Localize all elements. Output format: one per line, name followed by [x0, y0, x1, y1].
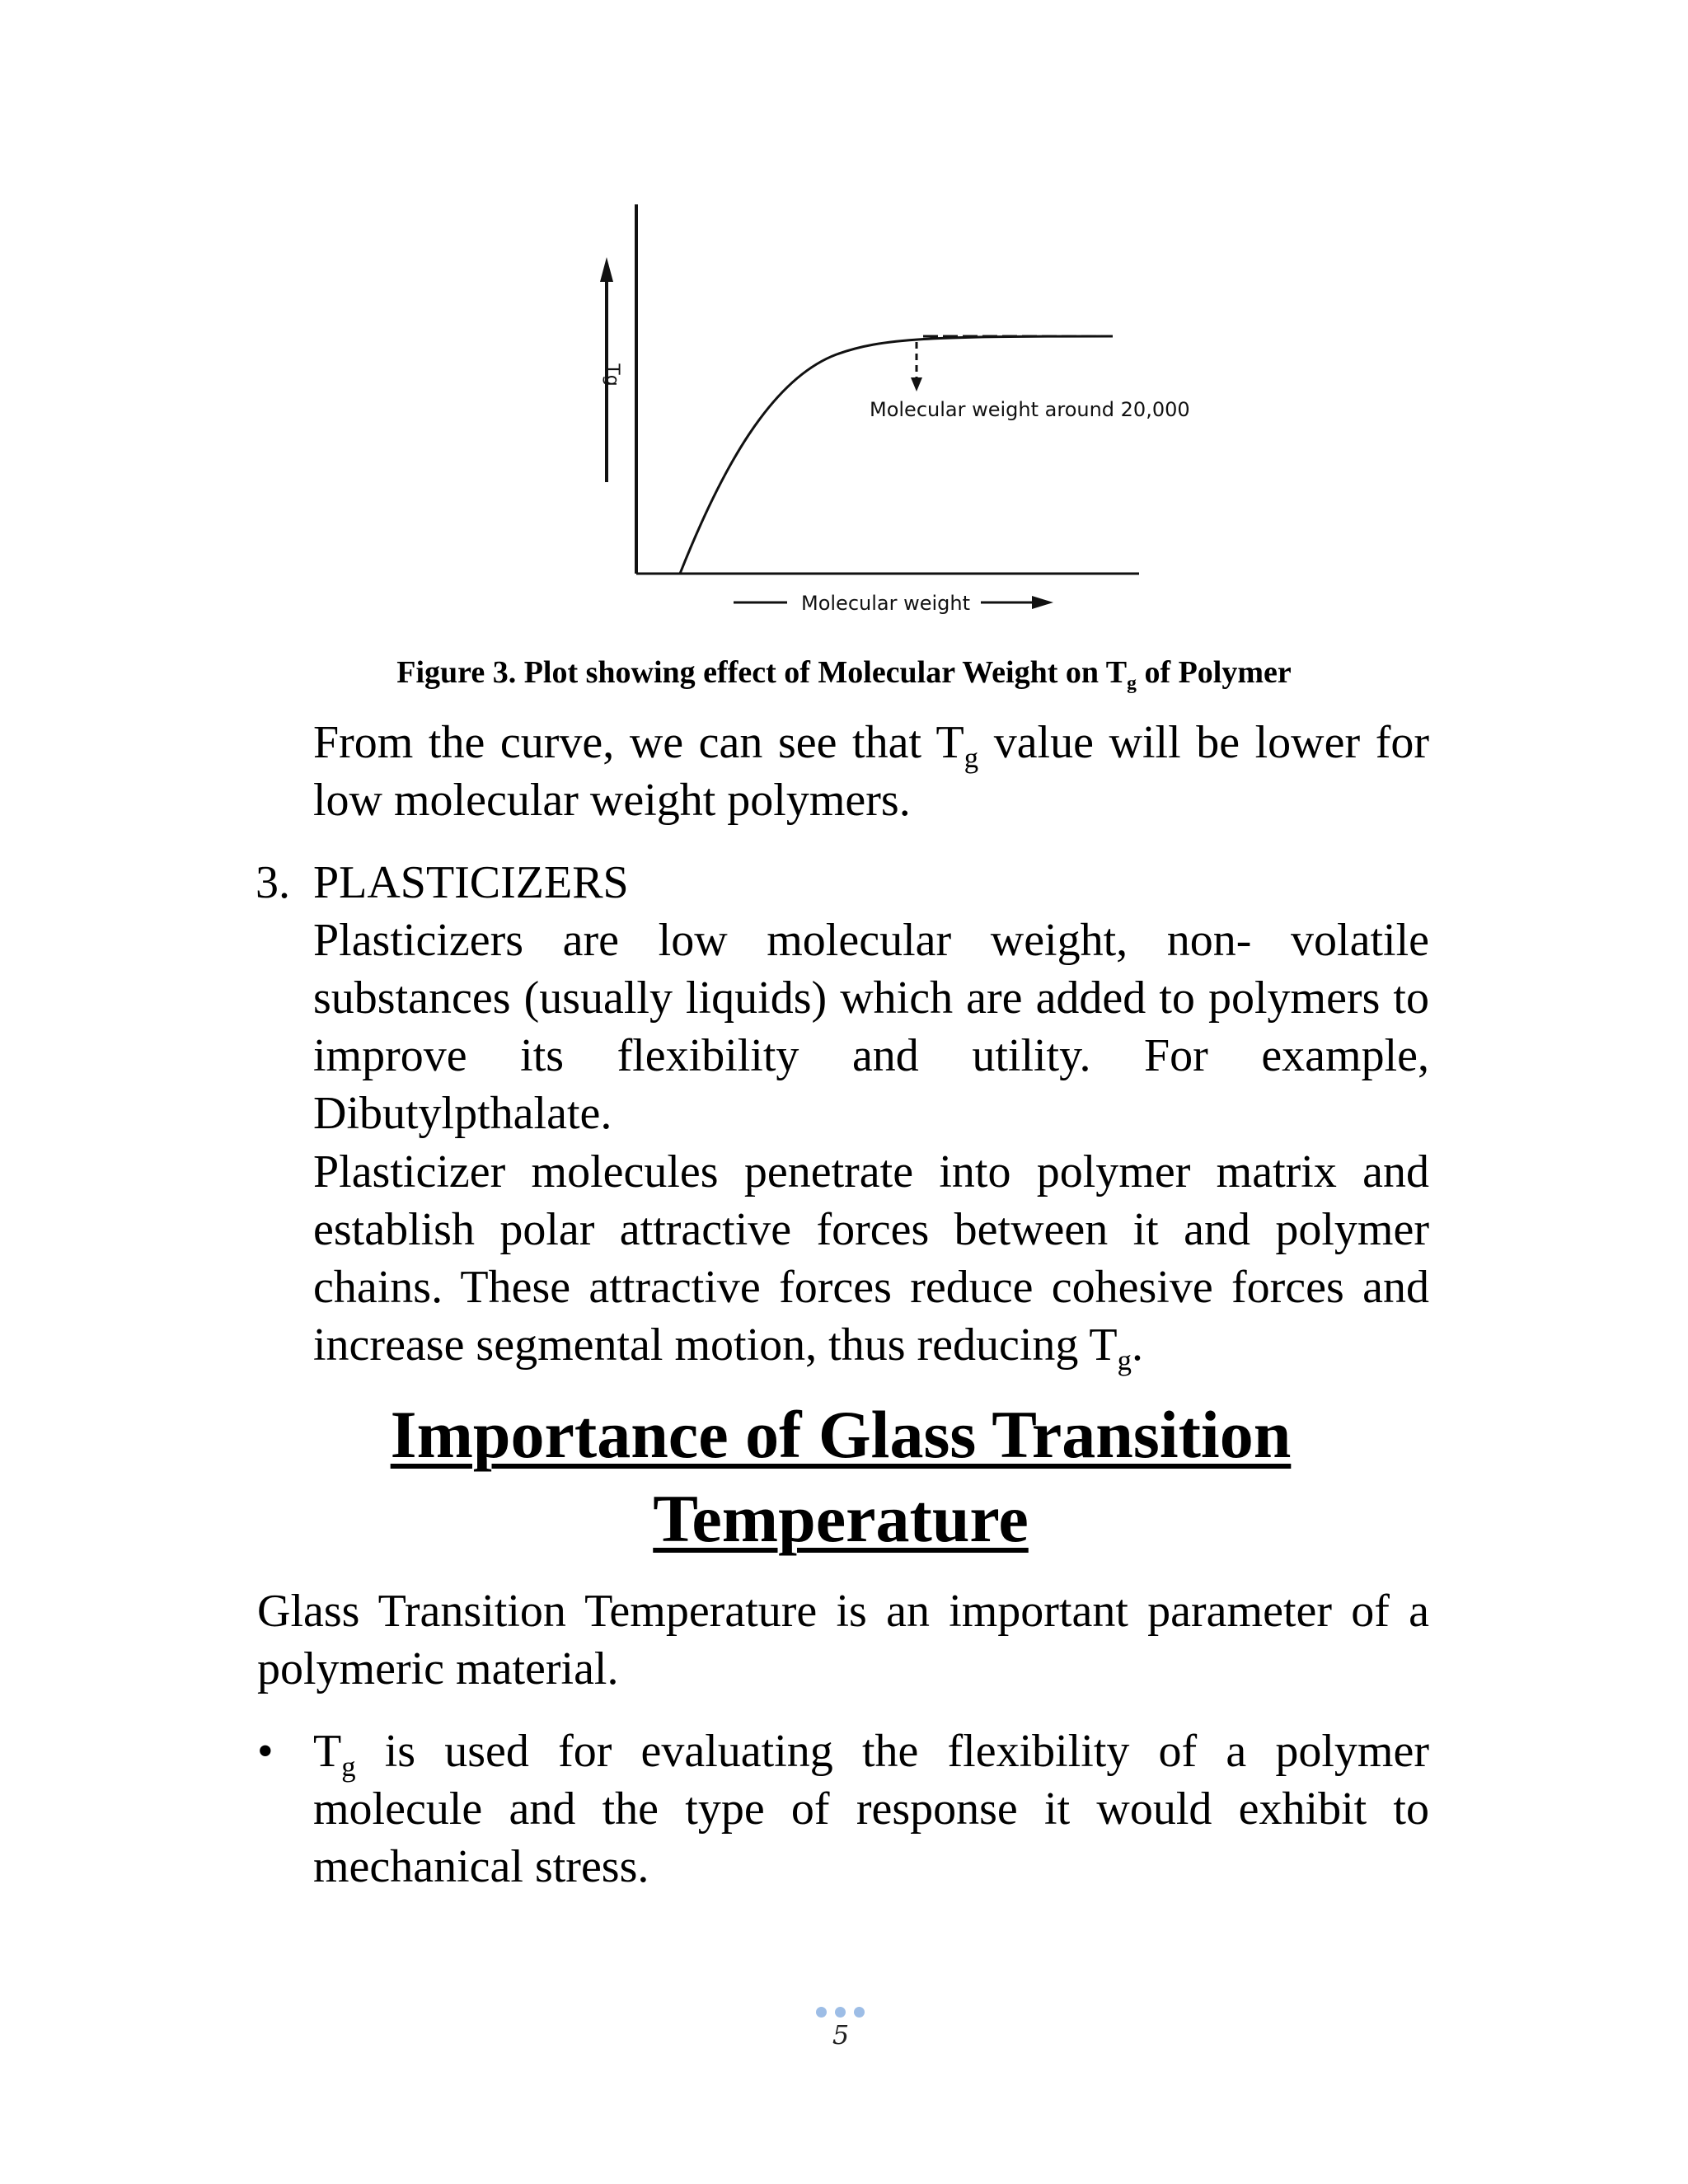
section-heading: [313, 1393, 1368, 1561]
tg-vs-molecular-weight-figure: [577, 190, 1203, 651]
tg-arrow-head: [600, 257, 613, 282]
item-3-title: PLASTICIZERS: [313, 857, 629, 908]
marker-arrow-head: [911, 377, 922, 391]
plasticizers-definition-paragraph: Plasticizers are low molecular weight, non- volatile substances (usually liquids) which are added to polymers to improve its flexibility and utility. For example, Dibutylpthalate.: [313, 915, 1429, 1139]
page-number: 5: [832, 2019, 850, 2050]
item-3-number: 3.: [256, 857, 290, 908]
figure-drawing: [577, 190, 1203, 651]
x-axis-label: Molecular weight: [801, 592, 971, 615]
section-intro-paragraph: Glass Transition Temperature is an important parameter of a polymeric material.: [257, 1586, 1429, 1694]
footer-dots-decoration: [816, 2007, 865, 2018]
figure-caption: Figure 3. Plot showing effect of Molecular Weight on $T_g$ of Polymer: [396, 655, 1292, 695]
section-heading-line-2: Temperature: [653, 1481, 1029, 1556]
x-label-arrow-head: [1032, 596, 1053, 609]
curve-conclusion-paragraph: From the curve, we can see that $T_g$ value will be lower for low molecular weight polymers.: [313, 717, 1429, 826]
molecular-weight-annotation: Molecular weight around 20,000: [870, 398, 1190, 421]
tg-curve: [680, 336, 1113, 574]
y-axis-label: Tg: [602, 363, 622, 387]
section-heading-line-1: Importance of Glass Transition: [390, 1397, 1292, 1472]
bullet-item-text: $T_g$ is used for evaluating the flexibility of a polymer molecule and the type of response it would exhibit to mechanical stress.: [313, 1726, 1429, 1892]
bullet-marker: •: [257, 1726, 274, 1777]
plasticizers-mechanism-paragraph: Plasticizer molecules penetrate into polymer matrix and establish polar attractive forces between it and polymer chains. These attractive forces reduce cohesive forces and increase segmental motion, thus reducing $T_g$.: [313, 1146, 1429, 1377]
